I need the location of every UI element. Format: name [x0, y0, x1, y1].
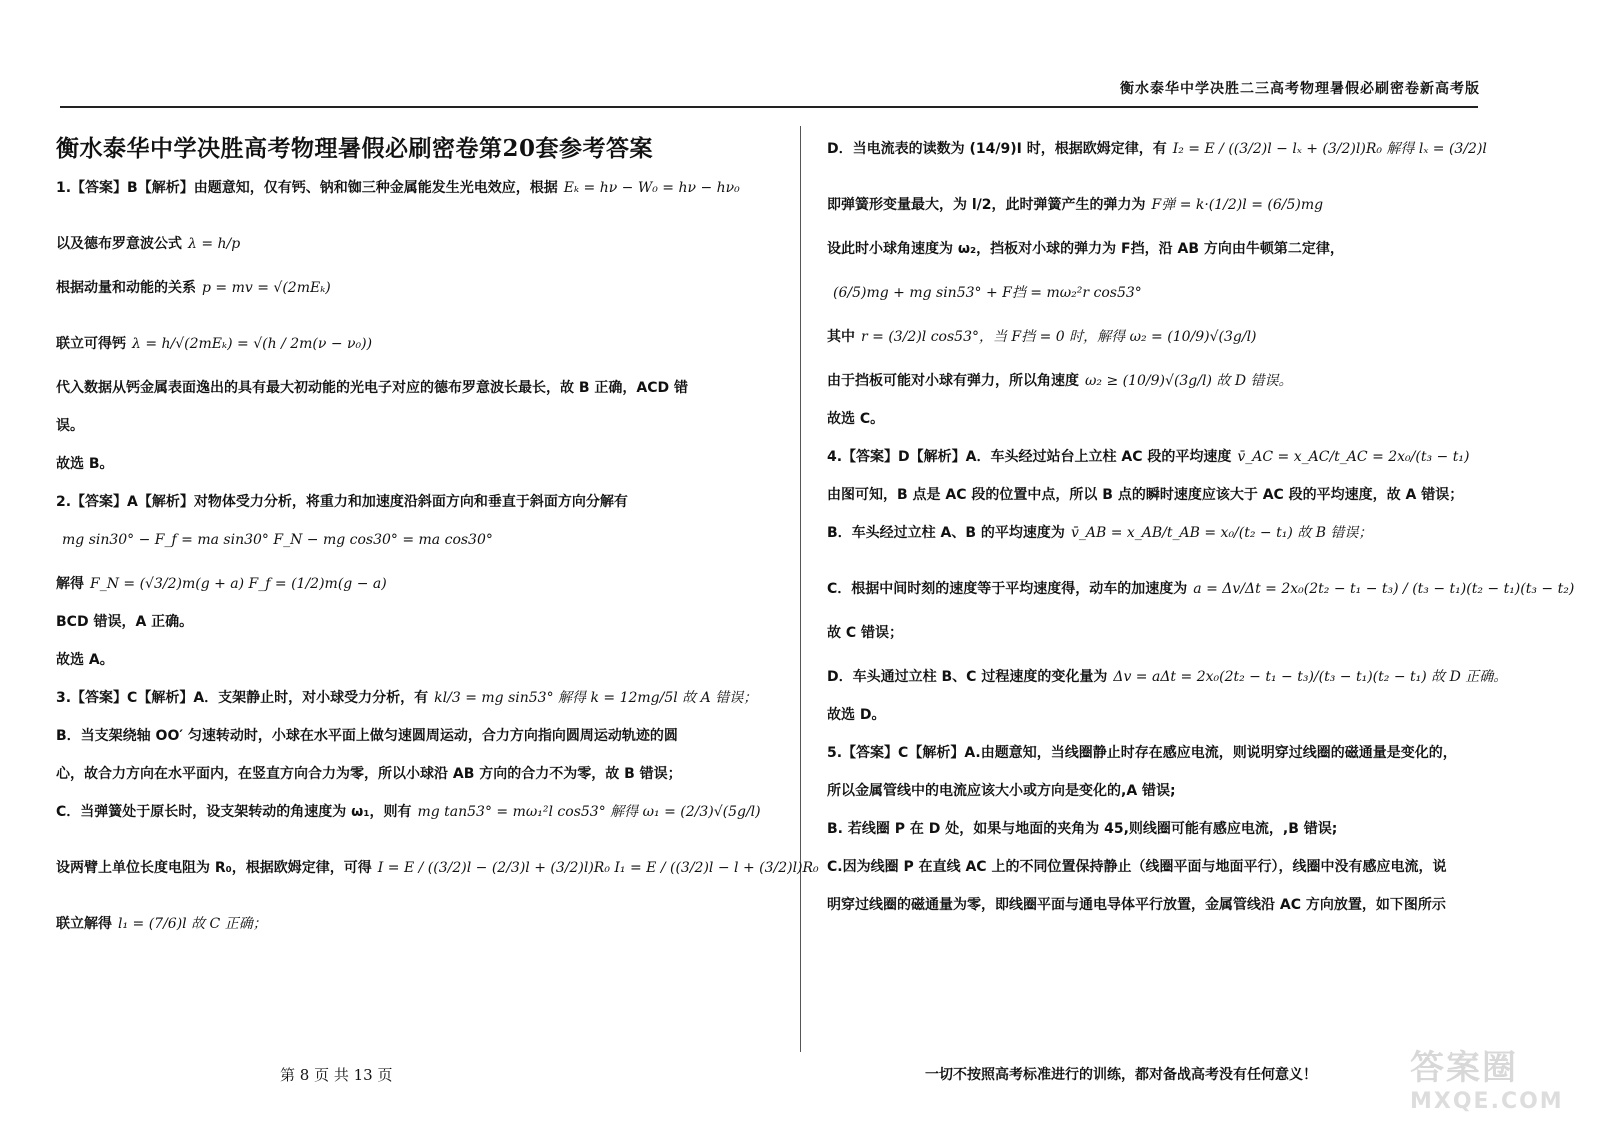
answer-line [56, 725, 781, 747]
line-text: 所以金属管线中的电流应该大小或方向是变化的,A 错误; [827, 783, 1176, 799]
line-text: 故选 A。 [56, 652, 114, 668]
answer-line [56, 233, 781, 255]
line-text: 联立解得 [56, 916, 112, 932]
answer-line [56, 857, 819, 879]
formula: λ = h/p [188, 236, 241, 252]
answer-line [827, 704, 1557, 726]
column-divider [800, 126, 801, 1052]
line-text: 设此时小球角速度为 ω₂，挡板对小球的弹力为 F挡，沿 AB 方向由牛顿第二定律， [827, 241, 1344, 257]
line-text: 以及德布罗意波公式 [56, 236, 182, 252]
answer-line [827, 138, 1557, 160]
answer-line [827, 856, 1557, 878]
line-text: 即弹簧形变量最大，为 l/2，此时弹簧产生的弹力为 [827, 197, 1146, 213]
watermark-url: MXQE.COM [1410, 1089, 1564, 1114]
line-text: C.因为线圈 P 在直线 AC 上的不同位置保持静止（线圈平面与地面平行），线圈中没有感应电流，说 [827, 859, 1447, 875]
watermark-text: 答案圈 [1410, 1048, 1518, 1088]
formula: I₂ = E / ((3/2)l − lₓ + (3/2)l)R₀ 解得 lₓ = (3/2)l [1172, 141, 1487, 157]
line-text: 明穿过线圈的磁通量为零，即线圈平面与通电导体平行放置，金属管线沿 AC 方向放置，如下图所示 [827, 897, 1446, 913]
line-text: D．当电流表的读数为 (14/9)I 时，根据欧姆定律，有 [827, 141, 1167, 157]
line-text: 联立可得钙 [56, 336, 126, 352]
line-text: 其中 [827, 329, 855, 345]
answer-line [827, 780, 1557, 802]
line-text: 由图可知，B 点是 AC 段的位置中点，所以 B 点的瞬时速度应该大于 AC 段的平均速度，故 A 错误； [827, 487, 1464, 503]
answer-line [827, 282, 1557, 304]
footer-slogan: 一切不按照高考标准进行的训练，都对备战高考没有任何意义！ [925, 1067, 1317, 1083]
line-text: 根据动量和动能的关系 [56, 280, 196, 296]
page-number: 第 8 页 共 13 页 [280, 1066, 393, 1084]
answer-line [827, 484, 1557, 506]
line-text: BCD 错误，A 正确。 [56, 614, 194, 630]
line-text: 故选 D。 [827, 707, 886, 723]
line-text: 4.【答案】D【解析】A．车头经过站台上立柱 AC 段的平均速度 [827, 449, 1232, 465]
line-text: 3.【答案】C【解析】A．支架静止时，对小球受力分析，有 [56, 690, 429, 706]
formula: Eₖ = hν − W₀ = hν − hν₀ [563, 180, 740, 196]
formula: l₁ = (7/6)l 故 C 正确； [118, 916, 267, 932]
line-text: 1.【答案】B【解析】由题意知，仅有钙、钠和铷三种金属能发生光电效应，根据 [56, 180, 558, 196]
running-header: 衡水泰华中学决胜二三高考物理暑假必刷密卷新高考版 [1120, 81, 1480, 97]
formula: v̄_AC = x_AC/t_AC = 2x₀/(t₃ − t₁) [1237, 449, 1470, 465]
answer-line [827, 522, 1557, 544]
answer-line [56, 763, 781, 785]
answer-line [56, 573, 781, 595]
answer-line [827, 238, 1557, 260]
formula: Δv = aΔt = 2x₀(2t₂ − t₁ − t₃)/(t₃ − t₁)(t₂ − t₁) 故 D 正确。 [1113, 669, 1508, 685]
answer-line [827, 446, 1557, 468]
formula: mg sin30° − F_f = ma sin30° F_N − mg cos30° = ma cos30° [62, 532, 493, 548]
left-column [56, 130, 819, 935]
answer-line [827, 666, 1557, 688]
formula: r = (3/2)l cos53°，当 F挡 = 0 时，解得 ω₂ = (10/9)√(3g/l) [861, 329, 1257, 345]
line-text: 设两臂上单位长度电阻为 R₀，根据欧姆定律，可得 [56, 860, 372, 876]
answer-line [56, 453, 781, 475]
formula: p = mv = √(2mEₖ) [202, 280, 331, 296]
formula: mg tan53° = mω₁²l cos53° 解得 ω₁ = (2/3)√(5g/l) [417, 804, 761, 820]
line-text: 5.【答案】C【解析】A.由题意知，当线圈静止时存在感应电流，则说明穿过线圈的磁通量是变化的， [827, 745, 1457, 761]
formula: (6/5)mg + mg sin53° + F挡 = mω₂²r cos53° [833, 285, 1142, 301]
answer-line [56, 649, 781, 671]
answer-line [827, 370, 1557, 392]
answer-line [56, 177, 781, 199]
formula: a = Δv/Δt = 2x₀(2t₂ − t₁ − t₃) / (t₃ − t₁)(t₂ − t₁)(t₃ − t₂) [1193, 581, 1575, 597]
answer-line [827, 408, 1557, 430]
line-text: 解得 [56, 576, 84, 592]
answer-line [827, 894, 1557, 916]
answer-title: 衡水泰华中学决胜高考物理暑假必刷密卷第20套参考答案 [56, 135, 654, 162]
answer-line [827, 326, 1557, 348]
formula: F弹 = k·(1/2)l = (6/5)mg [1151, 197, 1324, 213]
formula: v̄_AB = x_AB/t_AB = x₀/(t₂ − t₁) 故 B 错误； [1070, 525, 1373, 541]
line-text: 故选 B。 [56, 456, 114, 472]
answer-line [56, 529, 781, 551]
formula: kl/3 = mg sin53° 解得 k = 12mg/5l 故 A 错误； [434, 690, 758, 706]
answer-line [827, 622, 1557, 644]
line-text: B．车头经过立柱 A、B 的平均速度为 [827, 525, 1065, 541]
line-text: 误。 [56, 418, 84, 434]
answer-line [56, 491, 781, 513]
answer-line [56, 801, 781, 823]
answer-line [56, 415, 781, 437]
line-text: 故选 C。 [827, 411, 885, 427]
right-column [827, 138, 1575, 916]
answer-line [827, 742, 1557, 764]
line-text: 心，故合力方向在水平面内，在竖直方向合力为零，所以小球沿 AB 方向的合力不为零，故 B 错误； [56, 766, 682, 782]
line-text: 代入数据从钙金属表面逸出的具有最大初动能的光电子对应的德布罗意波长最长，故 B 正确，ACD 错 [56, 380, 689, 396]
line-text: B．当支架绕轴 OO′ 匀速转动时，小球在水平面上做匀速圆周运动，合力方向指向圆周运动轨迹的圆 [56, 728, 678, 744]
answer-line [827, 194, 1557, 216]
line-text: C．当弹簧处于原长时，设支架转动的角速度为 ω₁，则有 [56, 804, 412, 820]
line-text: 2.【答案】A【解析】对物体受力分析，将重力和加速度沿斜面方向和垂直于斜面方向分解有 [56, 494, 628, 510]
formula: λ = h/√(2mEₖ) = √(h / 2m(ν − ν₀)) [132, 336, 373, 352]
watermark-logo [1410, 1040, 1590, 1120]
answer-line [56, 377, 781, 399]
answer-line [827, 818, 1557, 840]
line-text: 故 C 错误； [827, 625, 904, 641]
line-text: B. 若线圈 P 在 D 处，如果与地面的夹角为 45,则线圈可能有感应电流，,B 错误; [827, 821, 1338, 837]
answer-line [56, 687, 781, 709]
answer-line [56, 277, 781, 299]
formula: ω₂ ≥ (10/9)√(3g/l) 故 D 错误。 [1085, 373, 1293, 389]
line-text: D．车头通过立柱 B、C 过程速度的变化量为 [827, 669, 1108, 685]
answer-line [827, 578, 1575, 600]
answer-line [56, 333, 781, 355]
line-text: C．根据中间时刻的速度等于平均速度得，动车的加速度为 [827, 581, 1188, 597]
answer-line [56, 913, 781, 935]
formula: F_N = (√3/2)m(g + a) F_f = (1/2)m(g − a) [90, 576, 387, 592]
header-rule [60, 106, 1478, 108]
line-text: 由于挡板可能对小球有弹力，所以角速度 [827, 373, 1079, 389]
answer-line [56, 611, 781, 633]
formula: I = E / ((3/2)l − (2/3)l + (3/2)l)R₀ I₁ = E / ((3/2)l − l + (3/2)l)R₀ [377, 860, 819, 876]
